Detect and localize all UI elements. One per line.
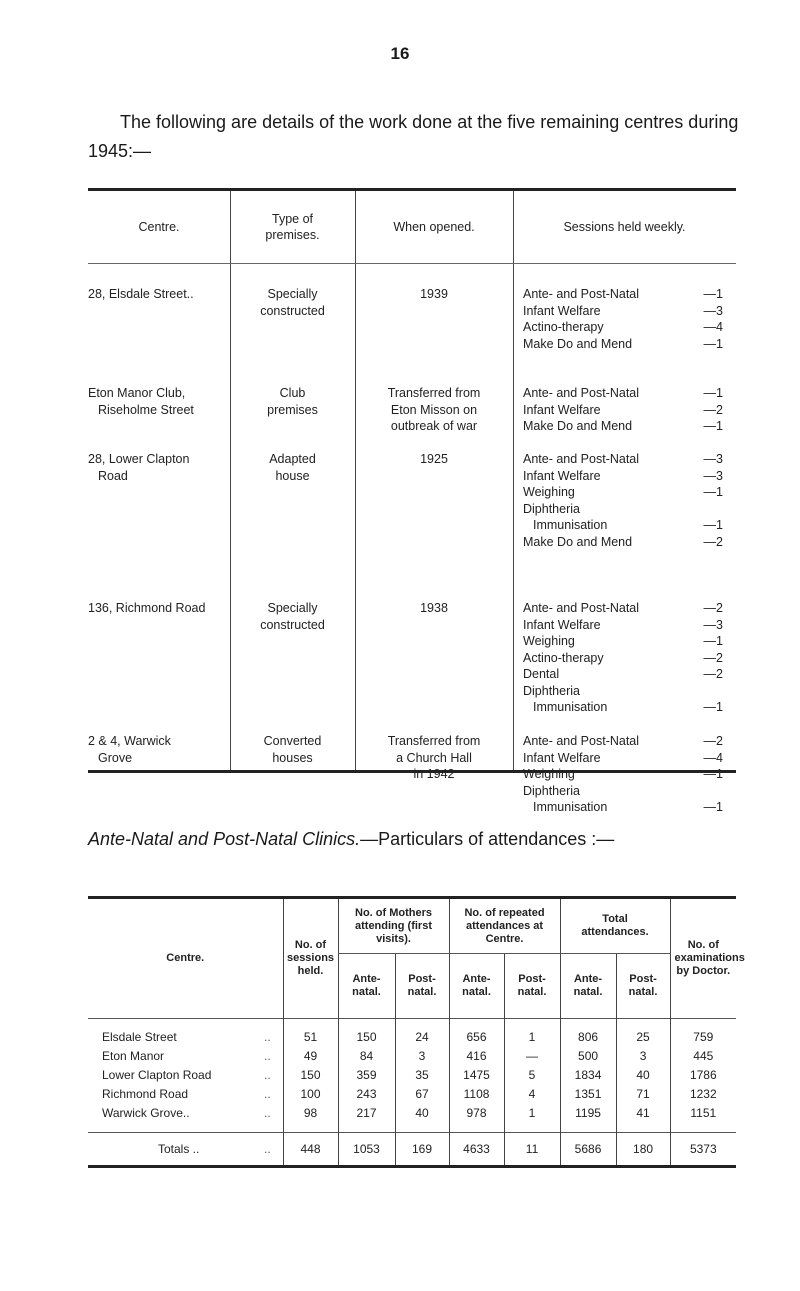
table-row <box>88 1084 736 1103</box>
premises-type-line: Specially <box>267 287 318 301</box>
header-type: Type of premises. <box>265 212 320 242</box>
opened-date-line: 1938 <box>420 601 448 615</box>
table-cell: 4633 <box>449 1133 504 1167</box>
gap-cell <box>338 1122 395 1133</box>
session-count: —1 <box>703 419 723 433</box>
spacer-cell <box>88 1019 283 1028</box>
session-label: Actino-therapy <box>523 650 604 665</box>
session-item <box>523 451 723 468</box>
session-item <box>523 783 723 800</box>
table-cell: 500 <box>560 1046 616 1065</box>
session-count: —1 <box>703 386 723 400</box>
table-cell: 1053 <box>338 1133 395 1167</box>
row-dots: .. <box>264 1048 271 1063</box>
spacer-cell <box>616 1019 670 1028</box>
gap-cell <box>449 1122 504 1133</box>
row-centre-label: Warwick Grove.. <box>102 1105 190 1120</box>
t2-header-total: Total attendances. <box>560 898 670 954</box>
session-label: Dental <box>523 667 560 681</box>
intro-paragraph: The following are details of the work done at the five remaining centres during 1945:— <box>88 112 739 161</box>
spacer-cell <box>504 1019 560 1028</box>
session-item <box>523 617 723 634</box>
session-item <box>523 484 723 501</box>
row-dots: .. <box>264 1142 271 1156</box>
opened-date <box>355 733 513 783</box>
table-cell: 100 <box>283 1084 338 1103</box>
session-label: Ante- and Post-Natal <box>523 601 640 615</box>
premises-type-line: houses <box>272 750 313 765</box>
row-centre <box>88 1065 283 1084</box>
t2-header-repeated-ante: Ante-natal. <box>449 954 504 1019</box>
session-label: Make Do and Mend <box>523 419 633 433</box>
row-dots: .. <box>264 1029 271 1044</box>
session-item <box>523 418 723 435</box>
centre-name-line: 28, Elsdale Street.. <box>88 287 194 301</box>
spacer-cell <box>449 1019 504 1028</box>
session-count: —1 <box>703 767 723 781</box>
session-item <box>523 319 723 336</box>
centre-name <box>88 451 230 484</box>
table-cell: 84 <box>338 1046 395 1065</box>
table-cell: 416 <box>449 1046 504 1065</box>
table-cell: 359 <box>338 1065 395 1084</box>
table-cell: 448 <box>283 1133 338 1167</box>
session-item <box>523 517 723 534</box>
session-item <box>523 699 723 716</box>
session-label: Infant Welfare <box>523 303 601 318</box>
session-label: Diphtheria <box>523 683 580 698</box>
t2-header-repeated: No. of repeated attendances at Centre. <box>449 898 560 954</box>
row-dots: .. <box>264 1086 271 1101</box>
table-cell: 217 <box>338 1103 395 1122</box>
table-cell: 67 <box>395 1084 449 1103</box>
session-count: —1 <box>703 287 723 301</box>
attendance-table <box>88 896 745 1168</box>
premises-type-line: constructed <box>260 617 325 632</box>
session-item <box>523 683 723 700</box>
centre-name <box>88 600 230 617</box>
row-centre <box>88 1103 283 1122</box>
session-item <box>523 385 723 402</box>
session-item <box>523 733 723 750</box>
table-cell: 759 <box>670 1027 736 1046</box>
table-cell: 35 <box>395 1065 449 1084</box>
centre-name-line: Road <box>98 468 128 483</box>
sessions-list <box>523 385 723 435</box>
t2-header-mothers-ante: Ante-natal. <box>338 954 395 1019</box>
row-centre-label: Lower Clapton Road <box>102 1067 212 1082</box>
session-label: Infant Welfare <box>523 402 601 417</box>
session-item <box>523 286 723 303</box>
row-centre-label: Eton Manor <box>102 1048 165 1063</box>
table-cell: 4 <box>504 1084 560 1103</box>
table-cell: 1 <box>504 1103 560 1122</box>
sessions-list <box>523 600 723 716</box>
table-cell: 11 <box>504 1133 560 1167</box>
clinics-heading-italic: Ante-Natal and Post-Natal Clinics. <box>88 829 361 849</box>
centre-name <box>88 286 230 303</box>
session-count: —3 <box>703 468 723 483</box>
session-label: Immunisation <box>533 700 608 714</box>
session-count: —2 <box>703 650 723 665</box>
table-cell: 40 <box>616 1065 670 1084</box>
premises-type-line: Converted <box>263 734 322 748</box>
session-item <box>523 501 723 518</box>
session-label: Make Do and Mend <box>523 534 633 549</box>
session-count: —3 <box>703 303 723 318</box>
centres-table <box>88 188 736 814</box>
row-centre-label: Elsdale Street <box>102 1029 177 1044</box>
row-dots: .. <box>264 1105 271 1120</box>
sessions-list <box>523 733 723 816</box>
gap-cell <box>283 1122 338 1133</box>
session-label: Diphtheria <box>523 501 580 516</box>
session-count: —4 <box>703 750 723 765</box>
gap-cell <box>560 1122 616 1133</box>
table-row <box>88 1046 736 1065</box>
centre-name-line: Riseholme Street <box>98 402 194 417</box>
t2-header-exams: No. of examinations by Doctor. <box>670 898 736 1019</box>
session-item <box>523 650 723 667</box>
session-label: Diphtheria <box>523 783 580 798</box>
session-label: Ante- and Post-Natal <box>523 734 640 748</box>
session-item <box>523 600 723 617</box>
table-cell: 1151 <box>670 1103 736 1122</box>
spacer-cell <box>283 1019 338 1028</box>
table-cell: 445 <box>670 1046 736 1065</box>
centres-table-body <box>88 264 736 814</box>
header-opened: When opened. <box>393 220 475 234</box>
session-count: —1 <box>703 518 723 532</box>
session-count: —1 <box>703 700 723 714</box>
table-cell: 3 <box>395 1046 449 1065</box>
gap-cell <box>616 1122 670 1133</box>
session-label: Ante- and Post-Natal <box>523 386 640 400</box>
centre-name-line: 136, Richmond Road <box>88 601 206 615</box>
table-row <box>88 1027 736 1046</box>
table-cell: 169 <box>395 1133 449 1167</box>
session-label: Ante- and Post-Natal <box>523 287 640 301</box>
opened-date-line: outbreak of war <box>390 419 478 433</box>
premises-type <box>230 385 355 418</box>
table-cell: — <box>504 1046 560 1065</box>
table-cell: 3 <box>616 1046 670 1065</box>
row-centre-label: Totals .. <box>158 1142 200 1156</box>
table-cell: 71 <box>616 1084 670 1103</box>
opened-date <box>355 286 513 303</box>
row-dots: .. <box>264 1067 271 1082</box>
attendance-table-body <box>88 1019 736 1167</box>
session-item <box>523 336 723 353</box>
session-label: Immunisation <box>533 800 608 814</box>
sessions-list <box>523 451 723 550</box>
table-cell: 1108 <box>449 1084 504 1103</box>
session-count: —4 <box>703 320 723 334</box>
table-cell: 1475 <box>449 1065 504 1084</box>
premises-type <box>230 451 355 484</box>
gap-cell <box>670 1122 736 1133</box>
gap-cell <box>504 1122 560 1133</box>
session-label: Infant Welfare <box>523 468 601 483</box>
session-item <box>523 799 723 816</box>
session-label: Actino-therapy <box>523 320 604 334</box>
centre-name-line: 28, Lower Clapton <box>88 452 190 466</box>
session-item <box>523 633 723 650</box>
opened-date <box>355 385 513 435</box>
premises-type-line: Specially <box>267 601 318 615</box>
t2-header-sessions: No. of sessions held. <box>283 898 338 1019</box>
centre-name <box>88 733 230 766</box>
premises-type-line: house <box>275 468 310 483</box>
session-count: —3 <box>703 617 723 632</box>
premises-type <box>230 733 355 766</box>
session-count: —1 <box>703 634 723 648</box>
premises-type <box>230 286 355 319</box>
session-label: Infant Welfare <box>523 750 601 765</box>
session-count: —2 <box>703 734 723 748</box>
table-cell: 806 <box>560 1027 616 1046</box>
premises-type <box>230 600 355 633</box>
session-count: —1 <box>703 800 723 814</box>
gap-row <box>88 1122 736 1133</box>
session-count: —1 <box>703 485 723 499</box>
spacer-cell <box>560 1019 616 1028</box>
premises-type-line: constructed <box>260 303 325 318</box>
table-cell: 978 <box>449 1103 504 1122</box>
opened-date <box>355 600 513 617</box>
premises-type-line: premises <box>267 402 318 417</box>
opened-date <box>355 451 513 468</box>
session-item <box>523 303 723 320</box>
session-item <box>523 468 723 485</box>
gap-cell <box>395 1122 449 1133</box>
table-row <box>88 1103 736 1122</box>
clinics-heading <box>88 825 748 854</box>
premises-type-line: Adapted <box>269 452 316 466</box>
table-cell: 1834 <box>560 1065 616 1084</box>
table-cell: 1195 <box>560 1103 616 1122</box>
t2-header-mothers: No. of Mothers attending (first visits). <box>338 898 449 954</box>
t2-header-repeated-post: Post-natal. <box>504 954 560 1019</box>
spacer-cell <box>338 1019 395 1028</box>
table-cell: 1351 <box>560 1084 616 1103</box>
spacer-cell <box>395 1019 449 1028</box>
table-cell: 5373 <box>670 1133 736 1167</box>
session-label: Ante- and Post-Natal <box>523 452 640 466</box>
t2-header-total-post: Post-natal. <box>616 954 670 1019</box>
spacer-row <box>88 1019 736 1028</box>
totals-row <box>88 1133 736 1167</box>
table-cell: 243 <box>338 1084 395 1103</box>
table-cell: 150 <box>283 1065 338 1084</box>
session-label: Make Do and Mend <box>523 336 633 351</box>
session-label: Infant Welfare <box>523 617 601 632</box>
session-item <box>523 402 723 419</box>
table-cell: 5686 <box>560 1133 616 1167</box>
table-cell: 41 <box>616 1103 670 1122</box>
header-sessions: Sessions held weekly. <box>563 220 686 234</box>
centre-name-line: 2 & 4, Warwick <box>88 734 171 748</box>
premises-type-line: Club <box>279 386 306 400</box>
opened-date-line: a Church Hall <box>396 750 472 765</box>
centre-name <box>88 385 230 418</box>
session-item <box>523 534 723 551</box>
session-item <box>523 750 723 767</box>
table-cell: 24 <box>395 1027 449 1046</box>
session-label: Weighing <box>523 634 575 648</box>
row-centre <box>88 1027 283 1046</box>
t2-header-total-ante: Ante-natal. <box>560 954 616 1019</box>
table-cell: 40 <box>395 1103 449 1122</box>
session-count: —1 <box>703 336 723 351</box>
row-centre <box>88 1133 283 1167</box>
gap-cell <box>88 1122 283 1133</box>
page-number: 16 <box>390 44 410 63</box>
opened-date-line: in 1942 <box>413 767 455 781</box>
session-label: Weighing <box>523 767 575 781</box>
session-item <box>523 666 723 683</box>
row-centre <box>88 1046 283 1065</box>
session-label: Immunisation <box>533 518 608 532</box>
table-cell: 5 <box>504 1065 560 1084</box>
header-centre: Centre. <box>138 220 180 234</box>
session-count: —2 <box>703 667 723 681</box>
session-item <box>523 766 723 783</box>
table-cell: 150 <box>338 1027 395 1046</box>
table-row <box>88 1065 736 1084</box>
table-cell: 25 <box>616 1027 670 1046</box>
session-count: —2 <box>703 601 723 615</box>
session-count: —3 <box>703 452 723 466</box>
table-cell: 51 <box>283 1027 338 1046</box>
table-cell: 49 <box>283 1046 338 1065</box>
opened-date-line: Transferred from <box>387 734 481 748</box>
table-cell: 1786 <box>670 1065 736 1084</box>
row-centre-label: Richmond Road <box>102 1086 189 1101</box>
table-cell: 98 <box>283 1103 338 1122</box>
session-label: Weighing <box>523 485 575 499</box>
opened-date-line: 1925 <box>420 452 448 466</box>
table-cell: 180 <box>616 1133 670 1167</box>
centre-name-line: Grove <box>98 750 133 765</box>
session-count: —2 <box>703 402 723 417</box>
row-centre <box>88 1084 283 1103</box>
spacer-cell <box>670 1019 736 1028</box>
session-count: —2 <box>703 534 723 549</box>
table-cell: 1 <box>504 1027 560 1046</box>
opened-date-line: Transferred from <box>387 386 481 400</box>
centres-table-grid <box>88 191 736 264</box>
t2-header-centre: Centre. <box>166 952 205 964</box>
clinics-heading-rest: —Particulars of attendances :— <box>360 829 615 849</box>
opened-date-line: Eton Misson on <box>390 402 478 417</box>
centre-name-line: Eton Manor Club, <box>88 386 186 400</box>
t2-header-mothers-post: Post-natal. <box>395 954 449 1019</box>
table-cell: 1232 <box>670 1084 736 1103</box>
opened-date-line: 1939 <box>420 287 448 301</box>
table-cell: 656 <box>449 1027 504 1046</box>
sessions-list <box>523 286 723 352</box>
